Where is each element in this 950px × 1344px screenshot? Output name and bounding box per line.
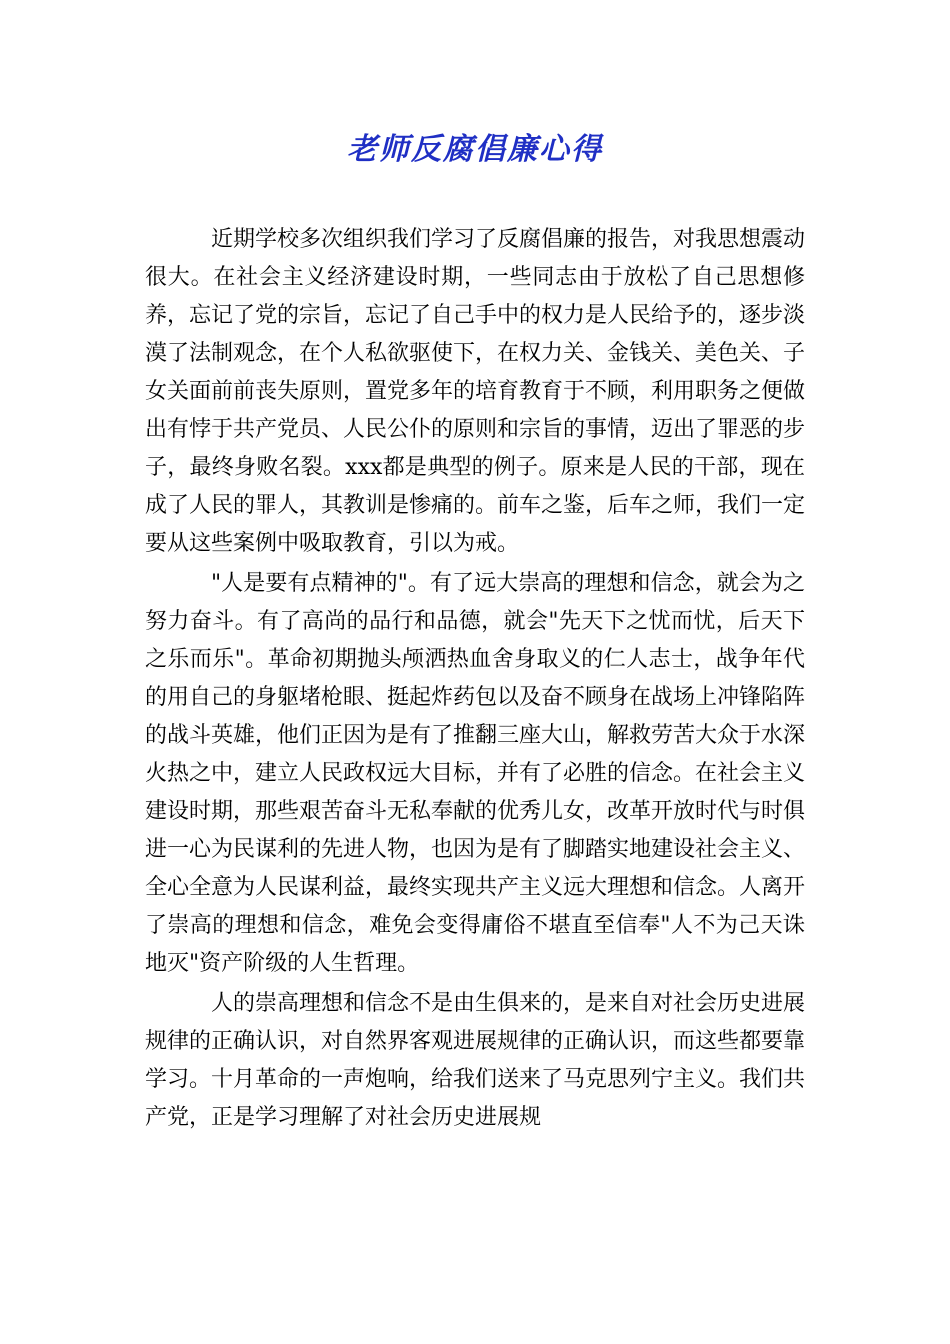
paragraph-2: "人是要有点精神的"。有了远大崇高的理想和信念，就会为之努力奋斗。有了高尚的品行和品德，就会"先天下之忧而忧，后天下之乐而乐"。革命初期抛头颅洒热血舍身取义的仁人志士，战争年代的用自己的身躯堵枪眼、挺起炸药包以及奋不顾身在战场上冲锋陷阵的战斗英雄，他们正因为是有了推翻三座大山，解救劳苦大众于水深火热之中，建立人民政权远大目标，并有了必胜的信念。在社会主义建设时期，那些艰苦奋斗无私奉献的优秀儿女，改革开放时代与时俱进一心为民谋利的先进人物，也因为是有了脚踏实地建设社会主义、全心全意为人民谋利益，最终实现共产主义远大理想和信念。人离开了崇高的理想和信念，难免会变得庸俗不堪直至信奉"人不为己天诛地灭"资产阶级的人生哲理。 xyxy=(145,571,806,976)
paragraph-3: 人的崇高理想和信念不是由生俱来的，是来自对社会历史进展规律的正确认识，对自然界客观进展规律的正确认识，而这些都要靠学习。十月革命的一声炮响，给我们送来了马克思列宁主义。我们共产党，正是学习理解了对社会历史进展规 xyxy=(145,991,806,1130)
document-title: 老师反腐倡廉心得 xyxy=(347,132,603,167)
document-body xyxy=(145,221,805,1137)
paragraph-1: 近期学校多次组织我们学习了反腐倡廉的报告，对我思想震动很大。在社会主义经济建设时期，一些同志由于放松了自己思想修养，忘记了党的宗旨，忘记了自己手中的权力是人民给予的，逐步淡漠了法制观念，在个人私欲驱使下，在权力关、金钱关、美色关、子女关面前前丧失原则，置党多年的培育教育于不顾，利用职务之便做出有悖于共产党员、人民公仆的原则和宗旨的事情，迈出了罪恶的步子，最终身败名裂。xxx都是典型的例子。原来是人民的干部，现在成了人民的罪人，其教训是惨痛的。前车之鉴，后车之师，我们一定要从这些案例中吸取教育，引以为戒。 xyxy=(145,227,806,556)
